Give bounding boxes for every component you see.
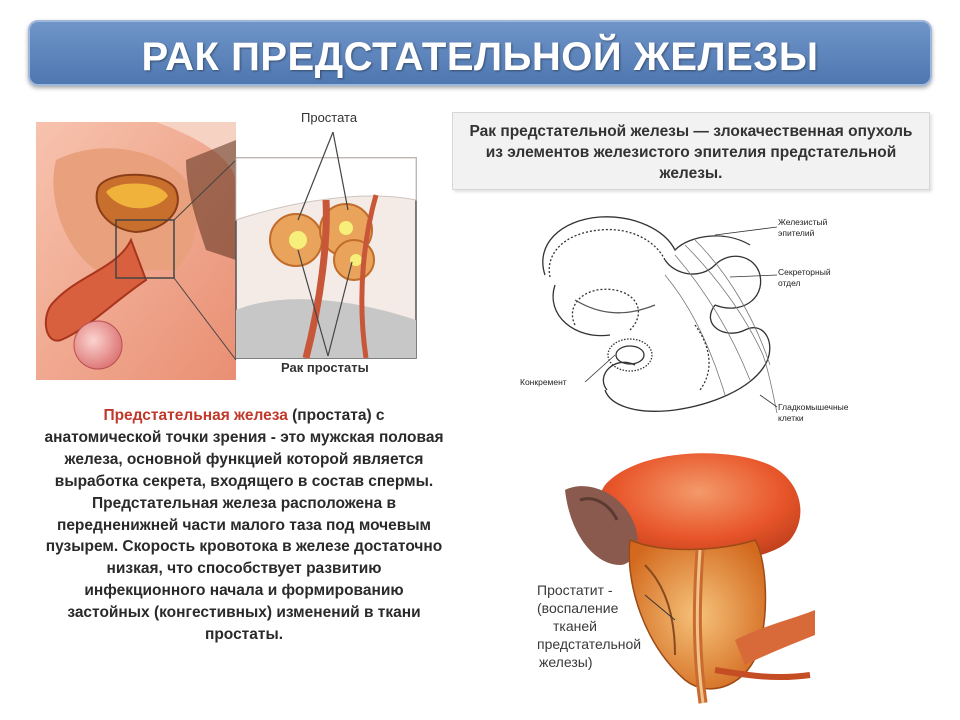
histology-label-secretory-2: отдел: [778, 278, 801, 288]
description-rest: (простата) с анатомической точки зрения - это мужская половая железа, основной функцией которой является выработка секрета, входящего в состав спермы. Предстательная железа расположена в передненижней части малого таза под мочевым пузырем. Скорость кровотока в железе достаточно низкая, что способствует развитию инфекционного начала и формированию застойных (конгестивных) изменений в ткани простаты.: [44, 407, 444, 644]
description-text: [44, 405, 444, 646]
prostatitis-caption: [537, 582, 641, 670]
histology-label-smooth-muscle-2: клетки: [778, 413, 804, 423]
description-highlight: Предстательная железа: [103, 407, 288, 424]
histology-label-secretory-1: Секреторный: [778, 267, 831, 277]
histology-label-glandular-1: Железистый: [778, 217, 828, 227]
slide-title: РАК ПРЕДСТАТЕЛЬНОЙ ЖЕЛЕЗЫ: [141, 35, 819, 79]
prostatitis-caption-line-2: (воспаление: [537, 600, 619, 616]
histology-figure: [515, 205, 850, 433]
histology-label-glandular-2: эпителий: [778, 228, 815, 238]
definition-text: Рак предстательной железы — злокачественная опухоль из элементов железистого эпителия предстательной железы.: [469, 123, 913, 182]
anatomy-label-prostate: Простата: [301, 110, 358, 125]
histology-label-smooth-muscle-1: Гладкомышечные: [778, 402, 849, 412]
prostatitis-caption-line-1: Простатит -: [537, 582, 613, 598]
anatomy-label-cancer: Рак простаты: [281, 360, 369, 375]
prostatitis-caption-line-3: тканей: [553, 618, 597, 634]
title-banner: [28, 20, 932, 86]
prostatitis-caption-line-4: предстательной: [537, 636, 642, 652]
histology-label-concrement: Конкремент: [520, 377, 567, 387]
anatomy-figure: [36, 100, 418, 382]
prostatitis-figure: [525, 445, 815, 707]
prostatitis-caption-line-5: железы): [539, 654, 593, 670]
definition-box: [452, 112, 930, 190]
